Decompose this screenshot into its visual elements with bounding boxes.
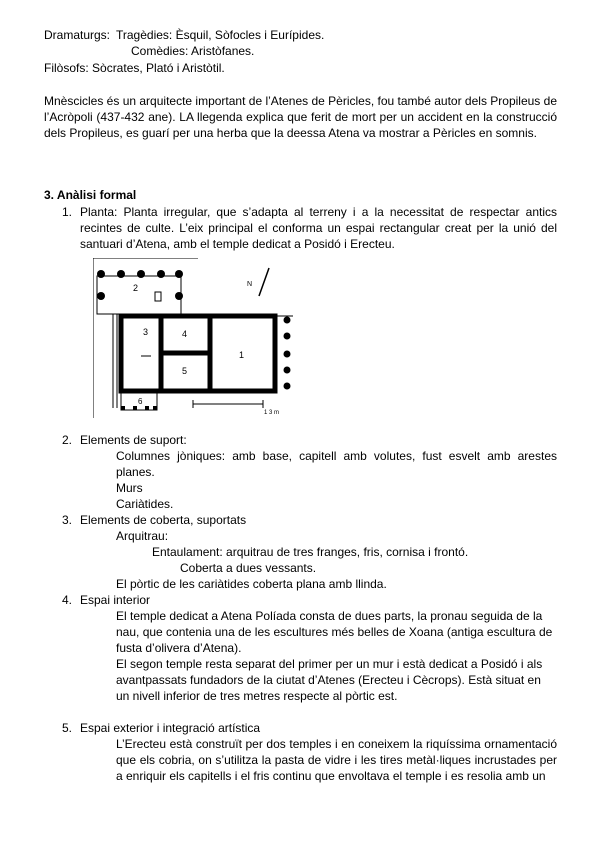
north-porch-outline bbox=[97, 276, 181, 314]
item-3-coberta: Coberta a dues vessants. bbox=[180, 561, 317, 575]
item-1-number: 1. bbox=[62, 205, 73, 219]
item-2-columns: Columnes jòniques: amb base, capitell amb volutes, fust esvelt amb arestes planes. bbox=[116, 449, 557, 479]
north-arrow bbox=[259, 268, 269, 296]
plan-label-2: 2 bbox=[133, 283, 139, 293]
scale-bar bbox=[193, 400, 263, 408]
north-porch-columns bbox=[97, 270, 183, 300]
erechtheion-floor-plan bbox=[93, 258, 303, 418]
item-4-number: 4. bbox=[62, 593, 73, 607]
dramaturgs-label: Dramaturgs: bbox=[44, 28, 111, 42]
comedies-line: Comèdies: Aristòfanes. bbox=[131, 44, 255, 58]
filosofs-line: Filòsofs: Sòcrates, Plató i Aristòtil. bbox=[44, 61, 225, 75]
intro-paragraph: Mnèscicles és un arquitecte important de l’Atenes de Pèricles, fou també autor dels Propileus de l’Acròpoli (437-432 ane). LA llegenda explica que ferit de mort per un accident en la construcció dels Propileus, es guarí per una herba que la deessa Atena va mostrar a Pèricles en somnis. bbox=[44, 94, 557, 140]
east-porch-columns bbox=[284, 317, 291, 390]
plan-label-4: 4 bbox=[182, 329, 188, 339]
item-4-paragraph-2: El segon temple resta separat del primer per un mur i està dedicat a Posidó i als avantpassats fundadors de la ciutat d’Atenes (Erecteu i Cècrops). Està situat en un nivell inferior de tres metres respecte al pòrtic est. bbox=[116, 657, 543, 703]
item-2-cariatides: Cariàtides. bbox=[116, 497, 174, 511]
item-2-murs: Murs bbox=[116, 481, 143, 495]
item-3-entaulament: Entaulament: arquitrau de tres franges, fris, cornisa i frontó. bbox=[152, 545, 469, 559]
item-5-number: 5. bbox=[62, 721, 73, 735]
section-title: 3. Anàlisi formal bbox=[44, 188, 137, 202]
item-4-title: Espai interior bbox=[80, 593, 151, 607]
north-label: N bbox=[247, 281, 253, 288]
item-3-number: 3. bbox=[62, 513, 73, 527]
item-2-number: 2. bbox=[62, 433, 73, 447]
item-4-paragraph-1: El temple dedicat a Atena Políada consta de dues parts, la pronau seguida de la nau, que contenia una de les escultures més belles de Xoana (antiga escultura de fusta d’olivera d’Atena). bbox=[116, 609, 553, 655]
item-3-subtitle: Arquitrau: bbox=[116, 529, 169, 543]
item-3-portic: El pòrtic de les cariàtides coberta plana amb llinda. bbox=[116, 577, 387, 591]
plan-label-3: 3 bbox=[143, 327, 149, 337]
item-5-paragraph: L’Erecteu està construït per dos temples i en coneixem la riquíssima ornamentació que els cobria, on s’utilitza la pasta de vidre i les tires metàl·liques incrustades per a enriquir els capitells i el fris continu que envoltava el temple i es resolia amb un bbox=[116, 737, 557, 783]
plan-label-6: 6 bbox=[138, 397, 143, 406]
altar-marker bbox=[155, 292, 161, 301]
item-1-text: Planta: Planta irregular, que s’adapta al terreny i a la necessitat de respectar antics recintes de culte. L’eix principal el conforma un espai rectangular creat per la unió del santuari d’Atena, amb el temple dedicat a Posidó i Erecteu. bbox=[80, 205, 557, 251]
item-2-title: Elements de suport: bbox=[80, 433, 187, 447]
plan-label-5: 5 bbox=[182, 366, 188, 376]
scale-label: 1 3 m bbox=[264, 410, 280, 416]
caryatid-columns bbox=[121, 406, 157, 410]
item-5-title: Espai exterior i integració artística bbox=[80, 721, 261, 735]
plan-label-1: 1 bbox=[239, 350, 245, 360]
item-3-title: Elements de coberta, suportats bbox=[80, 513, 247, 527]
tragedies-line: Tragèdies: Èsquil, Sòfocles i Eurípides. bbox=[116, 28, 325, 42]
